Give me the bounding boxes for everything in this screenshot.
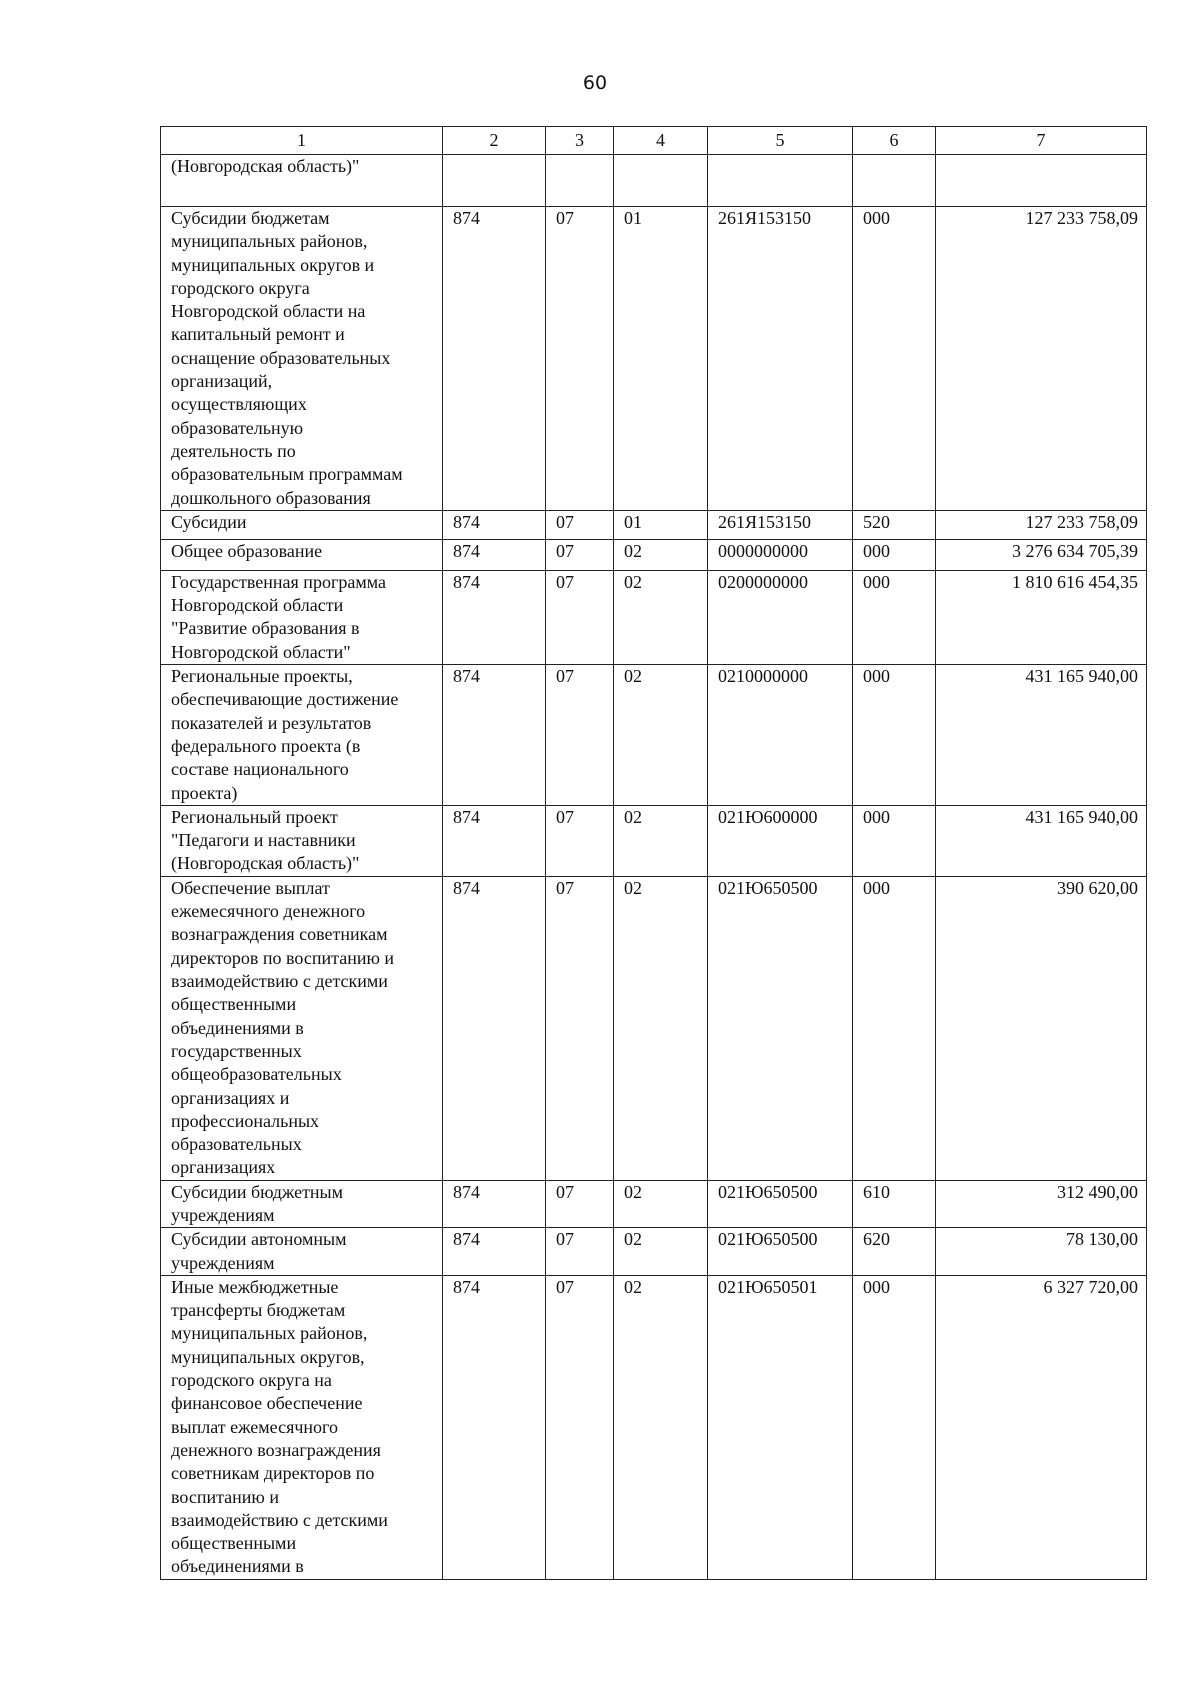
admin-code: 874 [443, 805, 546, 876]
subsection-code: 02 [614, 1275, 708, 1579]
expense-type-code: 620 [853, 1228, 936, 1276]
amount: 6 327 720,00 [936, 1275, 1147, 1579]
admin-code: 874 [443, 1180, 546, 1228]
expense-type-code: 610 [853, 1180, 936, 1228]
column-header: 2 [443, 127, 546, 155]
target-article-code: 261Я153150 [708, 207, 853, 511]
table-row [161, 155, 1147, 207]
subsection-code: 02 [614, 805, 708, 876]
expense-type-code: 000 [853, 1275, 936, 1579]
section-code: 07 [546, 570, 614, 664]
section-code: 07 [546, 805, 614, 876]
row-description: Субсидии [161, 510, 443, 539]
table-row [161, 539, 1147, 570]
table-row [161, 1275, 1147, 1579]
column-header: 3 [546, 127, 614, 155]
subsection-code: 02 [614, 876, 708, 1180]
table-row [161, 570, 1147, 664]
section-code: 07 [546, 539, 614, 570]
section-code [546, 155, 614, 207]
target-article-code: 0200000000 [708, 570, 853, 664]
section-code: 07 [546, 1228, 614, 1276]
row-description: Региональные проекты, обеспечивающие достижение показателей и результатов федерального проекта (в составе национального проекта) [161, 665, 443, 806]
target-article-code: 021Ю600000 [708, 805, 853, 876]
admin-code: 874 [443, 1228, 546, 1276]
table-row [161, 876, 1147, 1180]
target-article-code: 021Ю650501 [708, 1275, 853, 1579]
page-number: 60 [582, 72, 608, 94]
expense-type-code: 000 [853, 570, 936, 664]
admin-code: 874 [443, 876, 546, 1180]
amount [936, 155, 1147, 207]
amount: 3 276 634 705,39 [936, 539, 1147, 570]
expense-type-code: 000 [853, 876, 936, 1180]
subsection-code: 02 [614, 539, 708, 570]
row-description: Региональный проект "Педагоги и наставники (Новгородская область)" [161, 805, 443, 876]
section-code: 07 [546, 1180, 614, 1228]
admin-code: 874 [443, 665, 546, 806]
expense-type-code: 000 [853, 207, 936, 511]
admin-code: 874 [443, 207, 546, 511]
row-description: Государственная программа Новгородской области "Развитие образования в Новгородской области" [161, 570, 443, 664]
section-code: 07 [546, 1275, 614, 1579]
subsection-code: 01 [614, 510, 708, 539]
target-article-code: 021Ю650500 [708, 1180, 853, 1228]
amount: 431 165 940,00 [936, 665, 1147, 806]
section-code: 07 [546, 207, 614, 511]
subsection-code: 01 [614, 207, 708, 511]
subsection-code: 02 [614, 1180, 708, 1228]
target-article-code: 0000000000 [708, 539, 853, 570]
column-header: 6 [853, 127, 936, 155]
table-row [161, 805, 1147, 876]
row-description: Общее образование [161, 539, 443, 570]
column-header: 5 [708, 127, 853, 155]
section-code: 07 [546, 665, 614, 806]
expense-type-code: 000 [853, 805, 936, 876]
expense-type-code: 520 [853, 510, 936, 539]
row-description: Субсидии автономным учреждениям [161, 1228, 443, 1276]
amount: 431 165 940,00 [936, 805, 1147, 876]
subsection-code: 02 [614, 665, 708, 806]
amount: 390 620,00 [936, 876, 1147, 1180]
amount: 127 233 758,09 [936, 510, 1147, 539]
admin-code: 874 [443, 570, 546, 664]
row-description: Субсидии бюджетам муниципальных районов, муниципальных округов и городского округа Новгородской области на капитальный ремонт и оснащение образовательных организаций, осуществляющих образовательную деятельность по образовательным программам дошкольного образования [161, 207, 443, 511]
amount: 127 233 758,09 [936, 207, 1147, 511]
amount: 78 130,00 [936, 1228, 1147, 1276]
amount: 1 810 616 454,35 [936, 570, 1147, 664]
target-article-code: 0210000000 [708, 665, 853, 806]
admin-code: 874 [443, 510, 546, 539]
table-row [161, 207, 1147, 511]
section-code: 07 [546, 876, 614, 1180]
subsection-code [614, 155, 708, 207]
target-article-code [708, 155, 853, 207]
table-row [161, 1228, 1147, 1276]
subsection-code: 02 [614, 1228, 708, 1276]
admin-code: 874 [443, 539, 546, 570]
row-description: (Новгородская область)" [161, 155, 443, 207]
admin-code [443, 155, 546, 207]
budget-table [160, 126, 1147, 1580]
column-header: 7 [936, 127, 1147, 155]
subsection-code: 02 [614, 570, 708, 664]
table-header-row [161, 127, 1147, 155]
expense-type-code: 000 [853, 539, 936, 570]
row-description: Иные межбюджетные трансферты бюджетам муниципальных районов, муниципальных округов, городского округа на финансовое обеспечение выплат ежемесячного денежного вознаграждения советникам директоров по воспитанию и взаимодействию с детскими общественными объединениями в [161, 1275, 443, 1579]
row-description: Субсидии бюджетным учреждениям [161, 1180, 443, 1228]
amount: 312 490,00 [936, 1180, 1147, 1228]
admin-code: 874 [443, 1275, 546, 1579]
target-article-code: 261Я153150 [708, 510, 853, 539]
row-description: Обеспечение выплат ежемесячного денежного вознаграждения советникам директоров по воспитанию и взаимодействию с детскими общественными объединениями в государственных общеобразовательных организациях и профессиональных образовательных организациях [161, 876, 443, 1180]
column-header: 4 [614, 127, 708, 155]
table-row [161, 1180, 1147, 1228]
table-row [161, 665, 1147, 806]
target-article-code: 021Ю650500 [708, 876, 853, 1180]
table-row [161, 510, 1147, 539]
expense-type-code [853, 155, 936, 207]
column-header: 1 [161, 127, 443, 155]
expense-type-code: 000 [853, 665, 936, 806]
section-code: 07 [546, 510, 614, 539]
target-article-code: 021Ю650500 [708, 1228, 853, 1276]
